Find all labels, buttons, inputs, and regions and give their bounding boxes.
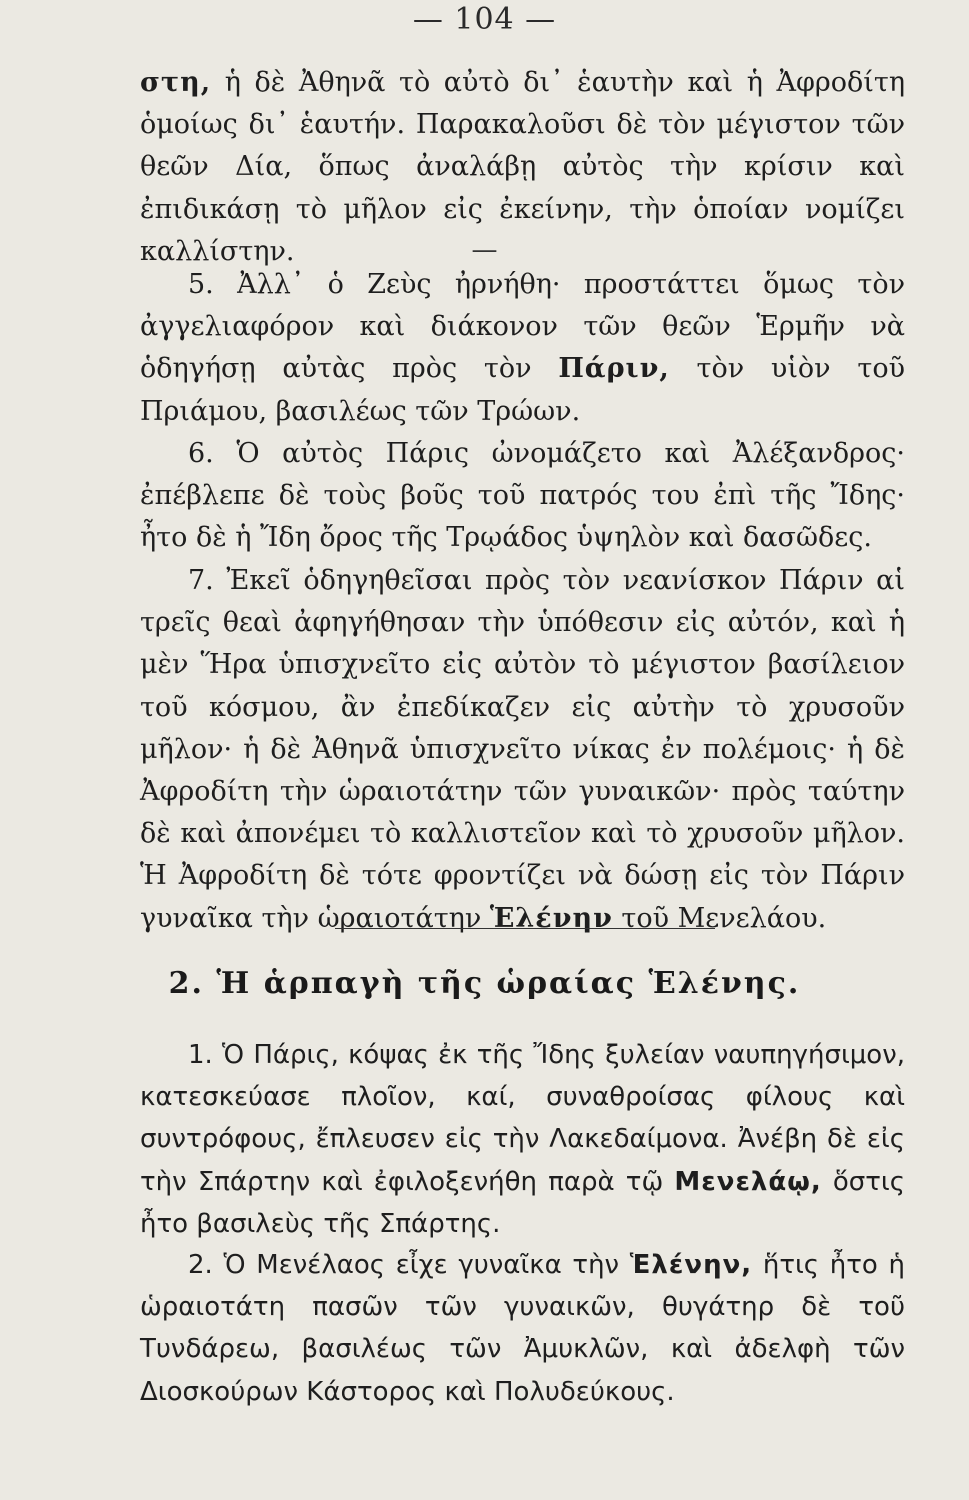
paragraph-5 [140,264,905,433]
section-2-paragraph-1 [140,1034,905,1245]
section-heading: 2. Ἡ ἁρπαγὴ τῆς ὡραίας Ἑλένης. [168,966,801,1001]
bold-word: στη, [140,67,212,98]
paragraph-text: τὸν υἱὸν τοῦ Πριάμου, βασιλέως τῶν Τρώων. [140,353,905,427]
bold-name-paris: Πάριν, [558,353,670,385]
paragraph-7 [140,560,905,940]
paragraph-text: ἡ δὲ Ἀθηνᾶ τὸ αὐτὸ δι᾽ ἑαυτὴν καὶ ἡ Ἀφροδίτη [211,67,905,98]
paragraph-6 [140,433,905,560]
paragraph-text: 7. Ἐκεῖ ὁδηγηθεῖσαι πρὸς τὸν νεανίσκον Πάριν αἱ τρεῖς θεαὶ ἀφηγήθησαν τὴν ὑπόθεσιν εἰς αὐτόν, καὶ ἡ μὲν Ἥρα ὑπισχνεῖτο εἰς αὐτὸν τὸ μέγιστον βασίλειον τοῦ κόσμου, ἂν ἐπεδίκαζεν εἰς αὐτὴν τὸ χρυσοῦν μῆλον· ἡ δὲ Ἀθηνᾶ ὑπισχνεῖτο νίκας ἐν πολέμοις· ἡ δὲ Ἀφροδίτη τὴν ὡραιοτάτην τῶν γυναικῶν· πρὸς ταύτην δὲ καὶ ἀπονέμει τὸ καλλιστεῖον καὶ τὸ χρυσοῦν μῆλον. Ἡ Ἀφροδίτη δὲ τότε φροντίζει νὰ δώσῃ εἰς τὸν Πάριν γυναῖκα τὴν ὡραιοτάτην [140,565,905,934]
paragraph-text: 6. Ὁ αὐτὸς Πάρις ὠνομάζετο καὶ Ἀλέξανδρος· ἐπέβλεπε δὲ τοὺς βοῦς τοῦ πατρός του ἐπὶ τῆς Ἴδης· ἦτο δὲ ἡ Ἴδη ὄρος τῆς Τρῳάδος ὑψηλὸν καὶ δασῶδες. [140,438,905,554]
paragraph-text: ἥτις ἦτο ἡ ὡραιοτάτη πασῶν τῶν γυναικῶν, θυγάτηρ δὲ τοῦ Τυνδάρεω, βασιλέως τῶν Ἀμυκλῶν, καὶ ἀδελφὴ τῶν Διοσκούρων Κάστορος καὶ Πολυδεύκους. [140,1250,905,1407]
page-number: — 104 — [412,2,557,37]
section-rule [335,928,715,929]
paragraph-text: 2. Ὁ Μενέλαος εἶχε γυναῖκα τὴν [188,1250,630,1280]
bold-name-helen-2: Ἑλένην, [629,1250,753,1280]
paragraph-text: 1. Ὁ Πάρις, κόψας ἐκ τῆς Ἴδης ξυλείαν ναυπηγήσιμον, κατεσκεύασε πλοῖον, καί, συναθροίσας φίλους καὶ συντρόφους, ἔπλευσεν εἰς τὴν Λακεδαίμονα. Ἀνέβη δὲ εἰς τὴν Σπάρτην καὶ ἐφιλοξενήθη παρὰ τῷ [140,1040,905,1197]
separator-dash: — [471,235,498,265]
paragraph-text: ὅστις ἦτο βασιλεὺς τῆς Σπάρτης. [140,1166,905,1239]
section-2-paragraph-2 [140,1244,905,1413]
bold-name-menelaus: Μενελάῳ, [674,1166,822,1197]
paragraph-text: 5. Ἀλλ᾽ ὁ Ζεὺς ἠρνήθη· προστάττει ὅμως τὸν ἀγγελιαφόρον καὶ διάκονον τῶν θεῶν Ἑρμῆν νὰ ὁδηγήσῃ αὐτὰς πρὸς τὸν [140,269,905,385]
bold-name-helen: Ἑλένην [489,902,613,934]
paragraph-text: ὁμοίως δι᾽ ἑαυτήν. Παρακαλοῦσι δὲ τὸν μέγιστον τῶν θεῶν Δία, ὅπως ἀναλάβῃ αὐτὸς τὴν κρίσιν καὶ ἐπιδικάσῃ τὸ μῆλον εἰς ἐκείνην, τὴν ὁποίαν νομίζει καλλίστην. [140,109,905,267]
paragraph-text: τοῦ Μενελάου. [612,902,827,934]
